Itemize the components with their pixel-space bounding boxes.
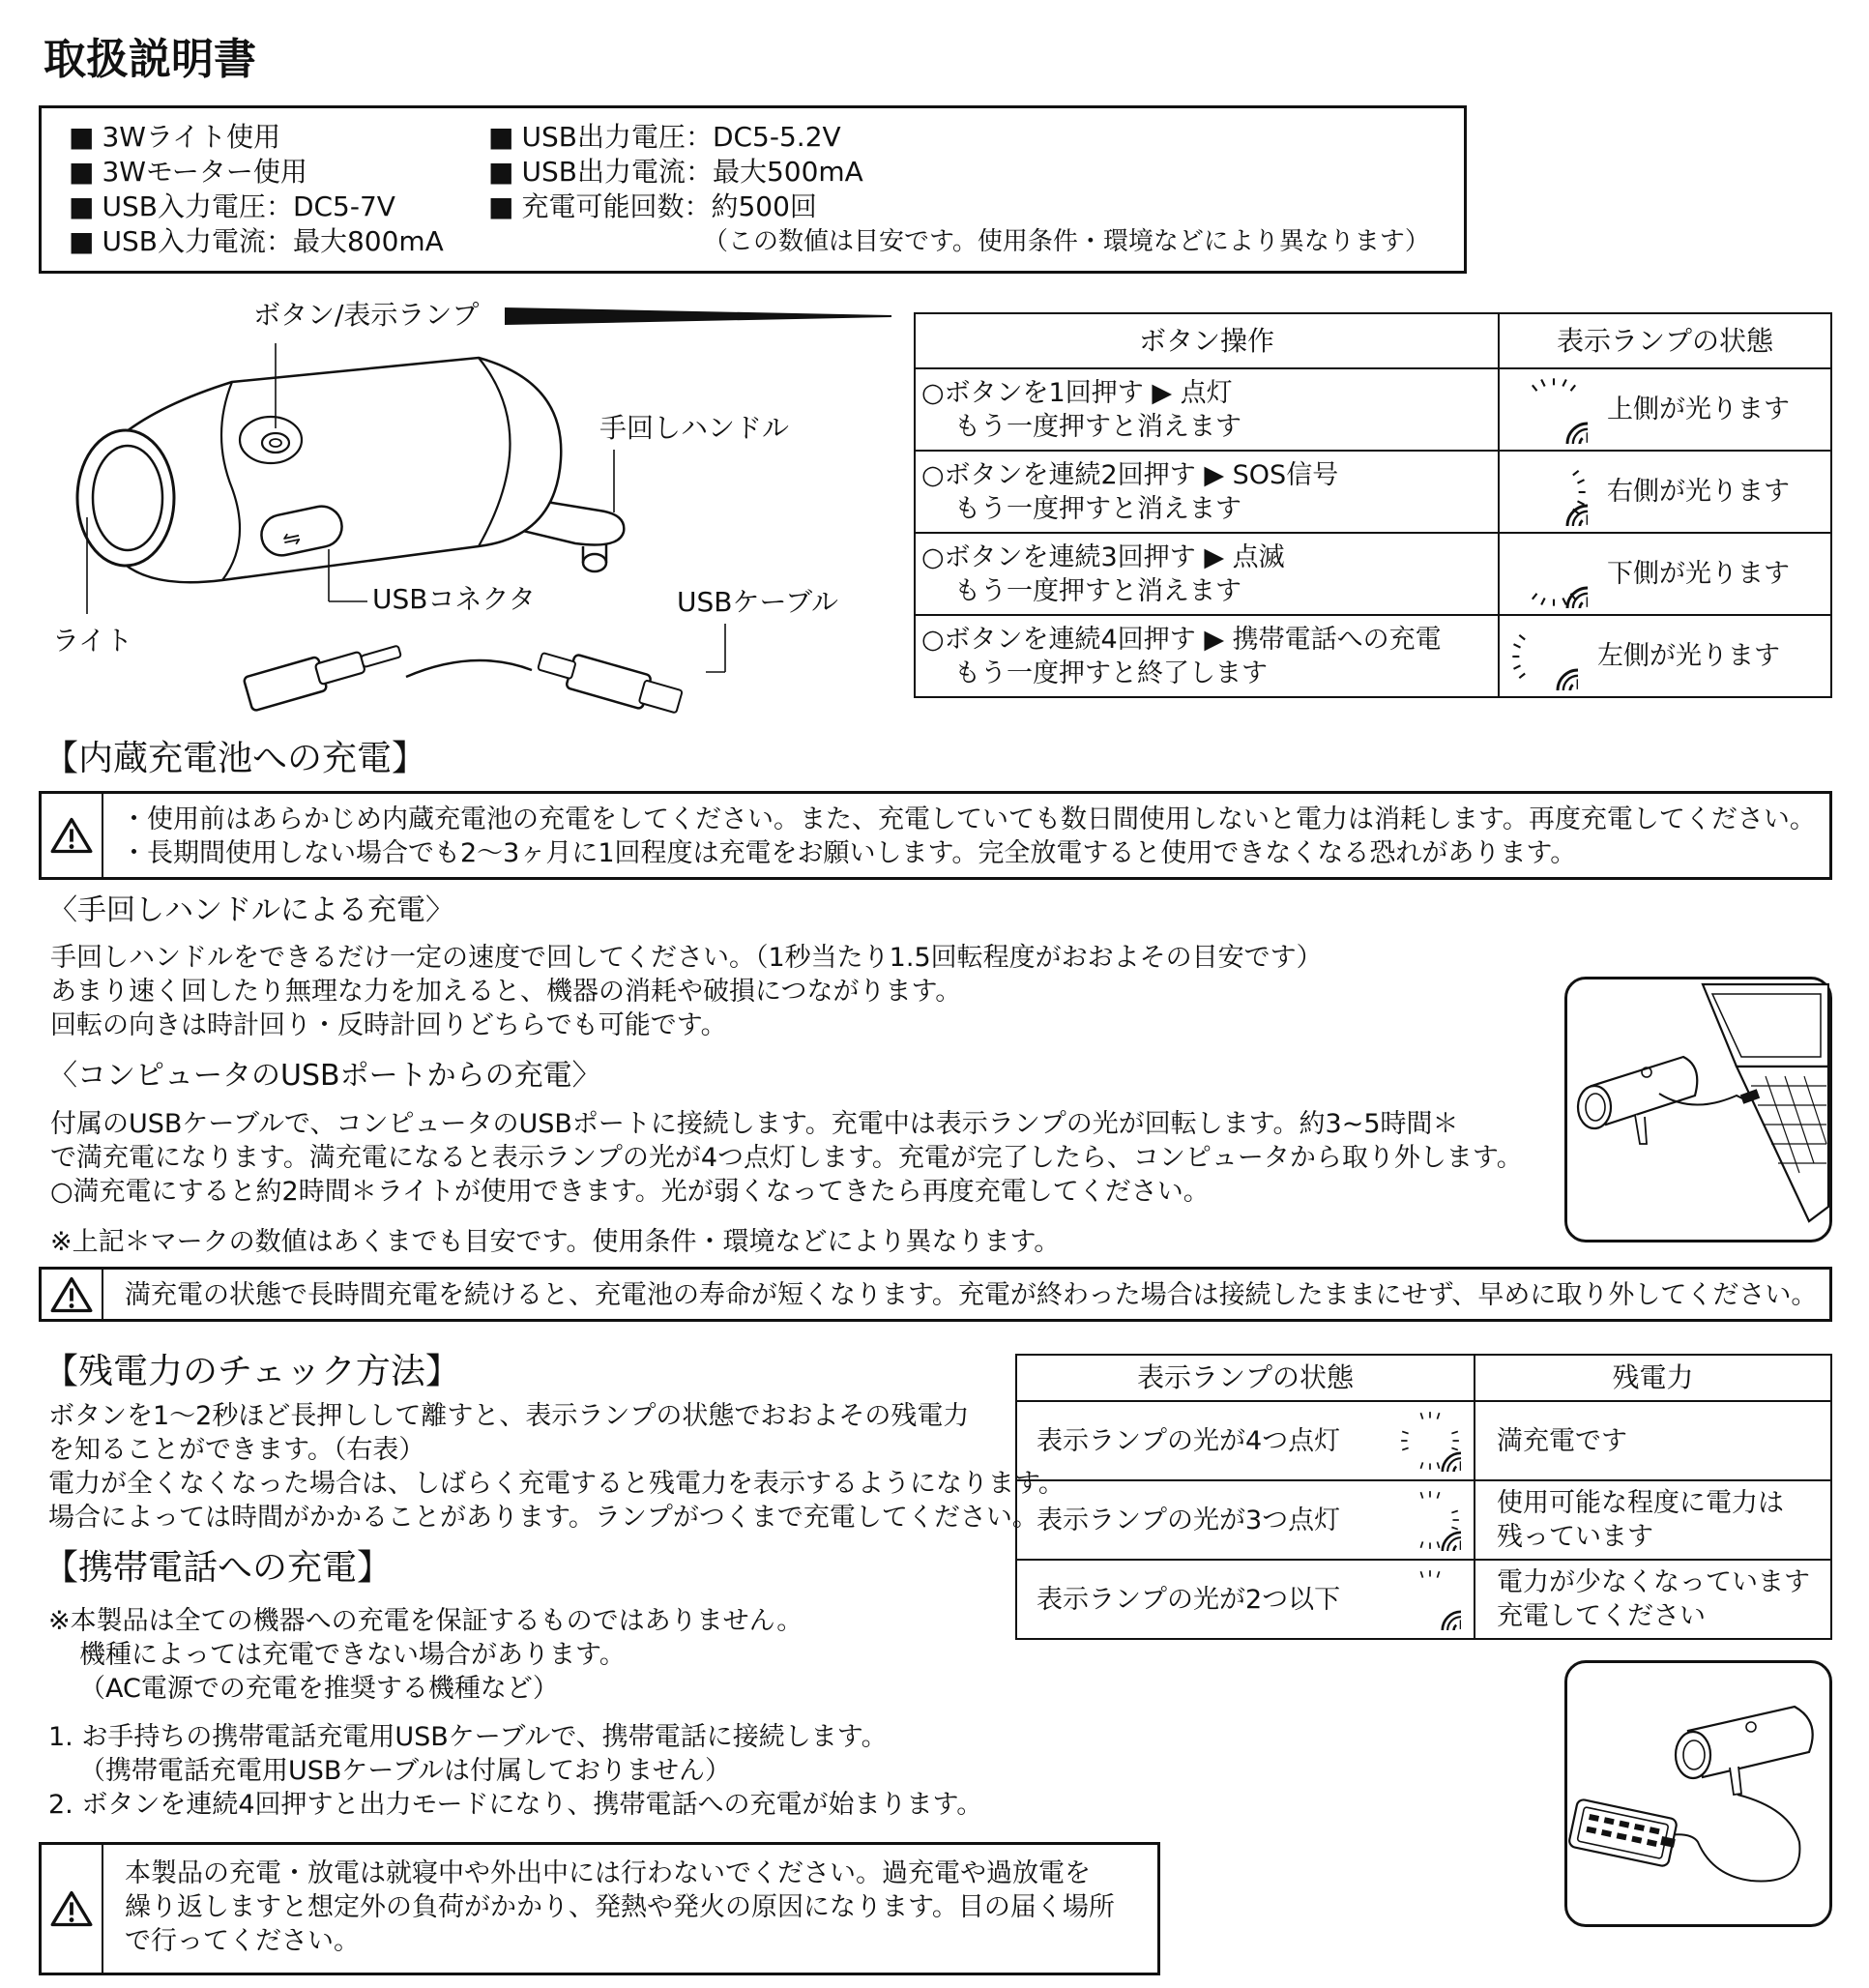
operation-table [914,312,1832,698]
spec-note: （この数値は目安です。使用条件・環境などにより異なります） [703,227,1430,256]
specs-box [39,105,1467,274]
remaining-level: 満充電です [1497,1425,1627,1456]
body-text: を知ることができます。（右表） [48,1435,425,1465]
body-text: 機種によっては充電できない場合があります。 [79,1640,626,1670]
warning-box-overcharge [39,1267,1832,1322]
svg-text:⇋: ⇋ [280,525,304,553]
lamp-state: 下側が光ります [1607,559,1790,589]
page-title: 取扱説明書 [44,35,256,84]
spec-item: ■ USB出力電圧：DC5-5.2V [488,120,1430,155]
lamp-state: 左側が光ります [1597,641,1780,671]
section-heading-battery: 【内蔵充電池への充電】 [44,739,427,778]
subheading-usb: 〈コンピュータのUSBポートからの充電〉 [48,1059,601,1093]
lamp-state: 右側が光ります [1607,477,1790,507]
power-icon-right-rays [1520,458,1588,526]
remaining-table [1015,1354,1832,1640]
operation-text: ○ボタンを連続2回押す ▶ SOS信号 [921,459,1339,490]
warning-icon [50,1275,93,1314]
warning-box-phone [39,1842,1160,1975]
operation-row [915,615,1831,697]
asterisk-note: ※上記＊マークの数値はあくまでも目安です。使用条件・環境などにより異なります。 [50,1227,1061,1257]
operation-text: もう一度押すと消えます [954,575,1241,606]
body-text: （AC電源での充電を推奨する機種など） [79,1674,559,1704]
remaining-table-header: 残電力 [1475,1355,1831,1401]
operation-text: ○ボタンを連続4回押す ▶ 携帯電話への充電 [921,624,1442,655]
operation-text: もう一度押すと消えます [954,411,1241,442]
operation-table-header: 表示ランプの状態 [1499,313,1831,368]
power-icon-left-rays [1510,623,1578,690]
body-text: 付属のUSBケーブルで、コンピュータのUSBポートに接続します。充電中は表示ランプの光が回転します。約3~5時間＊ [50,1109,1459,1139]
phone-charging-illustration [1564,1660,1832,1927]
warning-text: 満充電の状態で長時間充電を続けると、充電池の寿命が短くなります。充電が終わった場合は接続したままにせず、早めに取り外してください。 [125,1280,1818,1310]
body-text: 場合によっては時間がかかることがあります。ランプがつくまで充電してください。 [48,1503,1038,1533]
remaining-row [1016,1560,1831,1639]
label-usb-cable: USBケーブル [677,586,838,618]
body-text: で満充電になります。満充電になると表示ランプの光が4つ点灯します。充電が完了したら、コンピュータから取り外します。 [50,1143,1523,1173]
label-hand-crank: 手回しハンドル [599,412,790,444]
warning-text: で行ってください。 [125,1926,360,1956]
body-text: ※本製品は全ての機器への充電を保証するものではありません。 [48,1606,803,1636]
warning-text: 本製品の充電・放電は就寝中や外出中には行わないでください。過充電や過放電を [125,1858,1091,1888]
step-text: （携帯電話充電用USBケーブルは付属しておりません） [79,1756,731,1786]
subheading-crank: 〈手回しハンドルによる充電〉 [48,893,454,927]
operation-text: もう一度押すと消えます [954,493,1241,524]
warning-icon [50,816,93,855]
label-button-lamp: ボタン/表示ランプ [253,299,480,331]
warning-text: ・使用前はあらかじめ内蔵充電池の充電をしてください。また、充電していても数日間使用しないと電力は消耗します。再度充電してください。 [121,804,1816,834]
section-heading-remaining: 【残電力のチェック方法】 [44,1352,460,1391]
remaining-row [1016,1401,1831,1480]
label-usb-connector: USBコネクタ [372,583,536,615]
laptop-charging-illustration [1564,977,1832,1242]
operation-text: ○ボタンを連続3回押す ▶ 点滅 [921,541,1285,572]
operation-table-header: ボタン操作 [915,313,1499,368]
step-text: 2. ボタンを連続4回押すと出力モードになり、携帯電話への充電が始まります。 [48,1790,983,1820]
operation-row [915,368,1831,451]
remaining-level: 使用可能な程度に電力は [1497,1488,1784,1518]
remaining-table-header: 表示ランプの状態 [1016,1355,1475,1401]
spec-item: ■ USB出力電流：最大500mA [488,155,1430,190]
power-icon-2-rays [1399,1568,1461,1630]
body-text: 電力が全くなくなった場合は、しばらく充電すると残電力を表示するようになります。 [48,1469,1065,1499]
spec-item: ■ 充電可能回数：約500回 [488,190,1430,224]
flashlight-illustration [39,290,909,725]
remaining-level: 残っています [1497,1522,1653,1552]
body-text: 回転の向きは時計回り・反時計回りどちらでも可能です。 [50,1010,727,1040]
warning-text: 繰り返しますと想定外の負荷がかかり、発熱や発火の原因になります。目の届く場所 [125,1892,1115,1922]
body-text: あまり速く回したり無理な力を加えると、機器の消耗や破損につながります。 [50,977,962,1007]
operation-row [915,533,1831,615]
spec-item: ■ 3Wモーター使用 [69,155,444,190]
remaining-level: 電力が少なくなっています [1497,1567,1810,1597]
section-heading-phone: 【携帯電話への充電】 [44,1548,393,1588]
power-icon-4-rays [1399,1410,1461,1472]
warning-text: ・長期間使用しない場合でも2〜3ヶ月に1回程度は充電をお願いします。完全放電すると使用できなくなる恐れがあります。 [121,838,1577,868]
spec-item: ■ 3Wライト使用 [69,120,444,155]
body-text: 手回しハンドルをできるだけ一定の速度で回してください。（1秒当たり1.5回転程度がおおよその目安です） [50,943,1323,973]
step-text: 1. お手持ちの携帯電話充電用USBケーブルで、携帯電話に接続します。 [48,1722,888,1752]
warning-box-battery [39,791,1832,880]
body-text: ○満充電にすると約2時間＊ライトが使用できます。光が弱くなってきたら再度充電してください。 [50,1177,1210,1207]
spec-item: ■ USB入力電流：最大800mA [69,224,444,259]
operation-row [915,451,1831,533]
lamp-state: 上側が光ります [1607,395,1790,424]
lamp-state-text: 表示ランプの光が4つ点灯 [1037,1425,1341,1456]
lamp-state-text: 表示ランプの光が2つ以下 [1037,1584,1341,1615]
remaining-level: 充電してください [1497,1601,1706,1631]
operation-text: もう一度押すと終了します [954,658,1268,688]
spec-item: ■ USB入力電圧：DC5-7V [69,190,444,224]
body-text: ボタンを1〜2秒ほど長押しして離すと、表示ランプの状態でおおよその残電力 [48,1401,970,1431]
warning-icon [50,1889,93,1928]
power-icon-3-rays [1399,1489,1461,1551]
product-diagram [39,290,909,725]
lamp-state-text: 表示ランプの光が3つ点灯 [1037,1505,1341,1535]
power-icon-top-rays [1520,376,1588,444]
operation-text: ○ボタンを1回押す ▶ 点灯 [921,377,1233,408]
label-light: ライト [52,625,133,657]
power-icon-bottom-rays [1520,541,1588,608]
remaining-row [1016,1480,1831,1560]
